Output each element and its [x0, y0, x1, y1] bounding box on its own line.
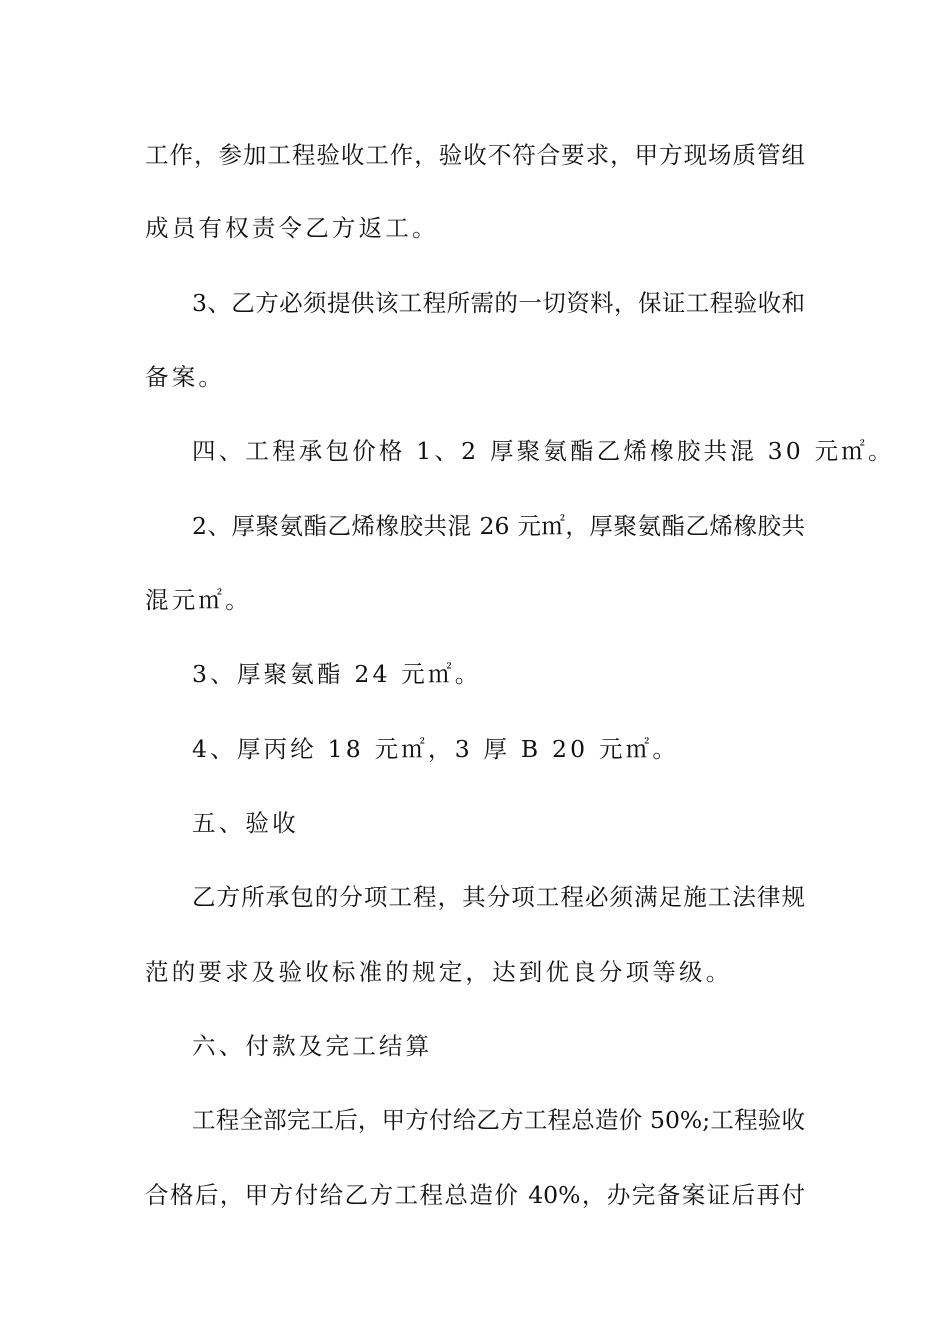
paragraph-line: 工程全部完工后，甲方付给乙方工程总造价 50%;工程验收	[192, 1106, 805, 1134]
section-heading-line: 四、工程承包价格 1、2 厚聚氨酯乙烯橡胶共混 30 元㎡。	[192, 437, 895, 465]
paragraph-line: 备案。	[145, 363, 226, 391]
paragraph-line: 2、厚聚氨酯乙烯橡胶共混 26 元㎡，厚聚氨酯乙烯橡胶共	[192, 512, 805, 540]
paragraph-line: 4、厚丙纶 18 元㎡，3 厚 B 20 元㎡。	[192, 735, 680, 763]
paragraph-line: 乙方所承包的分项工程，其分项工程必须满足施工法律规	[192, 883, 805, 911]
paragraph-line: 范的要求及验收标准的规定，达到优良分项等级。	[145, 958, 733, 986]
paragraph-line: 成员有权责令乙方返工。	[145, 214, 439, 242]
paragraph-line: 3、乙方必须提供该工程所需的一切资料，保证工程验收和	[192, 289, 805, 317]
section-heading: 六、付款及完工结算	[192, 1032, 433, 1060]
paragraph-line: 合格后，甲方付给乙方工程总造价 40%，办完备案证后再付	[145, 1181, 805, 1209]
paragraph-line: 3、厚聚氨酯 24 元㎡。	[192, 660, 482, 688]
section-heading: 五、验收	[192, 809, 299, 837]
paragraph-line: 工作，参加工程验收工作，验收不符合要求，甲方现场质管组	[145, 141, 805, 169]
paragraph-line: 混元㎡。	[145, 586, 252, 614]
